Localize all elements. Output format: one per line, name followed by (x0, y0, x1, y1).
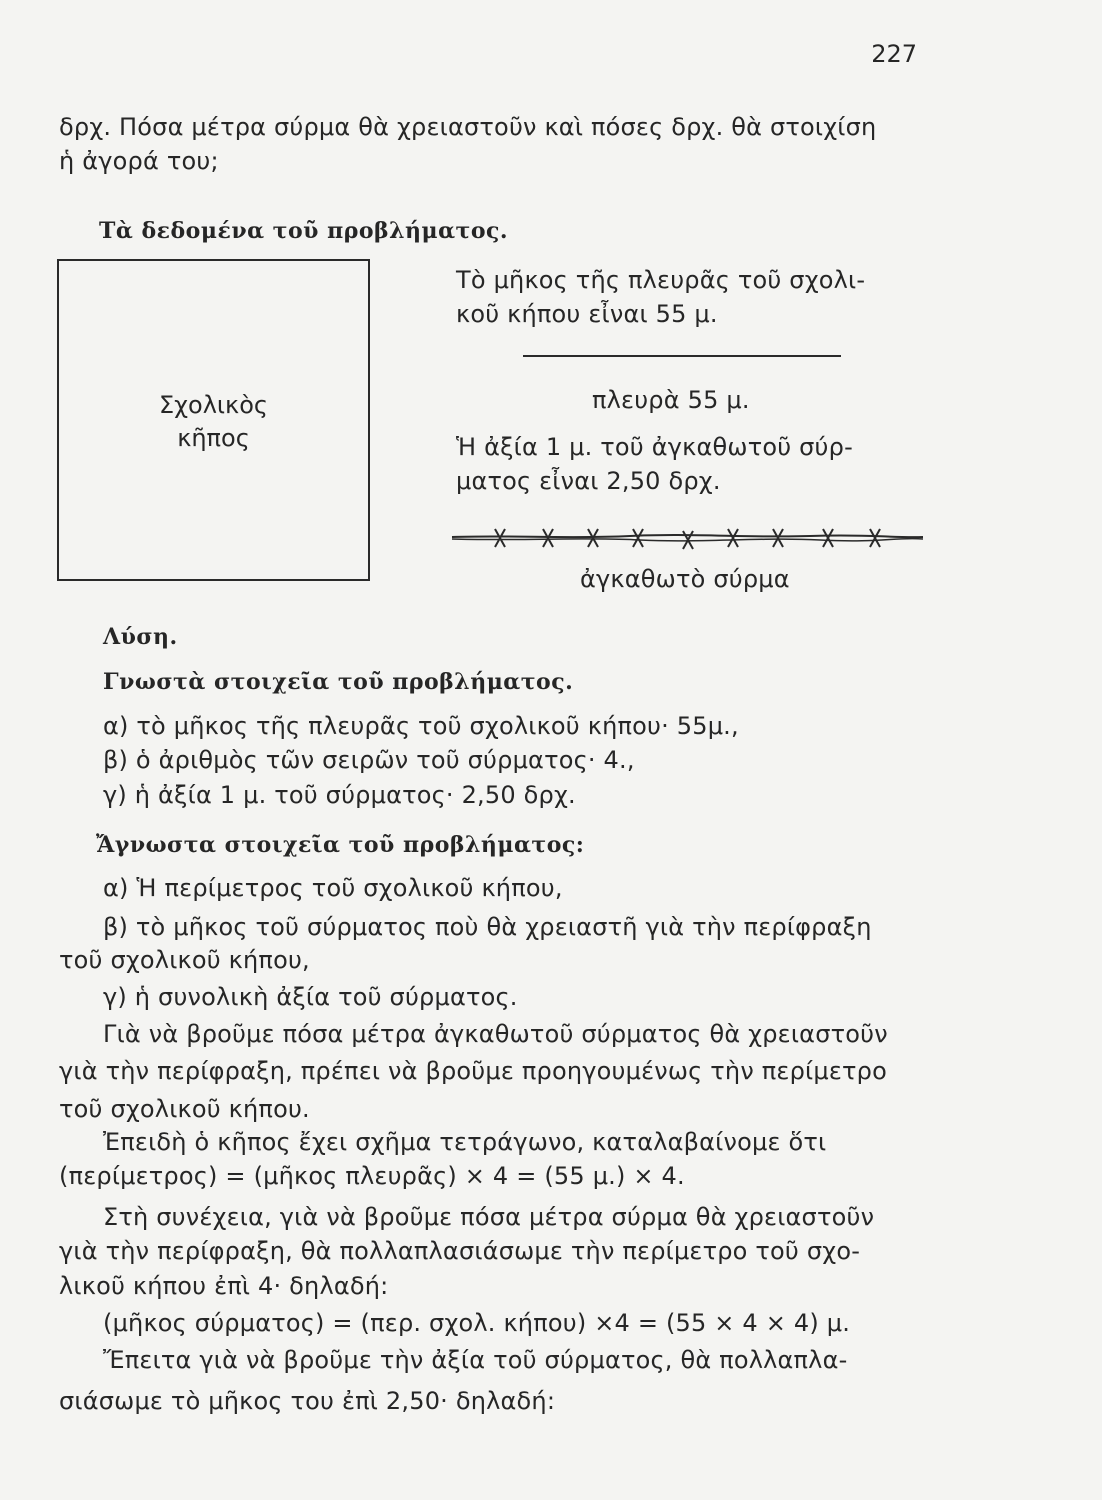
barbed-wire-icon (450, 520, 925, 552)
intro-line-2: ἡ ἀγορά του; (59, 147, 219, 175)
wire-label: ἀγκαθωτὸ σύρμα (580, 565, 790, 593)
unknown-item-b-line-1: β) τὸ μῆκος τοῦ σύρματος ποὺ θὰ χρειαστῆ γιὰ τὴν περίφραξη (103, 913, 872, 941)
body-line: γιὰ τὴν περίφραξη, θὰ πολλαπλασιάσωμε τὴν περίμετρο τοῦ σχο- (59, 1237, 861, 1265)
intro-line-1: δρχ. Πόσα μέτρα σύρμα θὰ χρειαστοῦν καὶ πόσες δρχ. θὰ στοιχίση (59, 113, 877, 141)
body-line: Ἔπειτα γιὰ νὰ βροῦμε τὴν ἀξία τοῦ σύρματος, θὰ πολλαπλα- (103, 1346, 848, 1374)
body-line: λικοῦ κήπου ἐπὶ 4· δηλαδή: (59, 1272, 389, 1300)
body-line: Στὴ συνέχεια, γιὰ νὰ βροῦμε πόσα μέτρα σύρμα θὰ χρειαστοῦν (103, 1203, 875, 1231)
known-item-c: γ) ἡ ἀξία 1 μ. τοῦ σύρματος· 2,50 δρχ. (103, 781, 576, 809)
unknown-item-b-line-2: τοῦ σχολικοῦ κήπου, (59, 946, 310, 974)
unknown-item-c: γ) ἡ συνολικὴ ἀξία τοῦ σύρματος. (103, 983, 518, 1011)
unknown-heading: Ἄγνωστα στοιχεῖα τοῦ προβλήματος: (96, 832, 585, 858)
body-line: Γιὰ νὰ βροῦμε πόσα μέτρα ἀγκαθωτοῦ σύρματος θὰ χρειαστοῦν (103, 1020, 888, 1048)
garden-label-line-1: Σχολικὸς (159, 391, 268, 419)
known-heading: Γνωστὰ στοιχεῖα τοῦ προβλήματος. (103, 669, 574, 695)
body-line: τοῦ σχολικοῦ κήπου. (59, 1095, 310, 1123)
side-text-line-1: Τὸ μῆκος τῆς πλευρᾶς τοῦ σχολι- (456, 266, 866, 294)
side-text-line-2: κοῦ κήπου εἶναι 55 μ. (456, 300, 718, 328)
price-text-line-2: ματος εἶναι 2,50 δρχ. (456, 467, 721, 495)
side-label: πλευρὰ 55 μ. (592, 386, 750, 414)
solution-heading: Λύση. (103, 624, 178, 650)
known-item-b: β) ὁ ἀριθμὸς τῶν σειρῶν τοῦ σύρματος· 4., (103, 746, 635, 774)
side-length-line (523, 355, 841, 357)
body-line: Ἐπειδὴ ὁ κῆπος ἔχει σχῆμα τετράγωνο, καταλαβαίνομε ὅτι (103, 1128, 827, 1156)
body-line: γιὰ τὴν περίφραξη, πρέπει νὰ βροῦμε προηγουμένως τὴν περίμετρο (59, 1057, 887, 1085)
price-text-line-1: Ἡ ἀξία 1 μ. τοῦ ἀγκαθωτοῦ σύρ- (456, 433, 853, 461)
garden-label-line-2: κῆπος (177, 424, 250, 452)
garden-square (57, 259, 370, 581)
data-heading: Τὰ δεδομένα τοῦ προβλήματος. (99, 218, 509, 244)
body-line: (μῆκος σύρματος) = (περ. σχολ. κήπου) ×4 = (55 × 4 × 4) μ. (103, 1309, 851, 1337)
body-line: σιάσωμε τὸ μῆκος του ἐπὶ 2,50· δηλαδή: (59, 1387, 556, 1415)
page-number: 227 (871, 40, 917, 68)
unknown-item-a: α) Ἡ περίμετρος τοῦ σχολικοῦ κήπου, (103, 874, 563, 902)
known-item-a: α) τὸ μῆκος τῆς πλευρᾶς τοῦ σχολικοῦ κήπου· 55μ., (103, 712, 739, 740)
body-line: (περίμετρος) = (μῆκος πλευρᾶς) × 4 = (55 μ.) × 4. (59, 1162, 685, 1190)
